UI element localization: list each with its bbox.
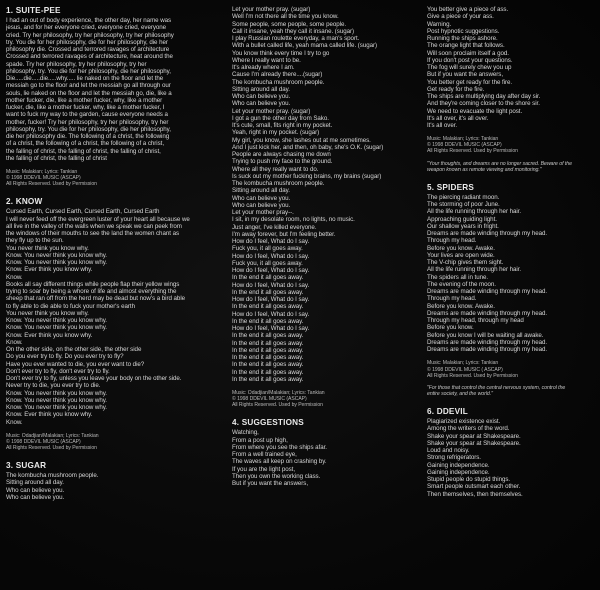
lyric-line: spade. Try her philosophy, try her philosophy, try her: [6, 60, 147, 68]
lyric-line: Yeah, right in my pocket. (sugar): [232, 129, 320, 137]
lyric-line: In the end it all goes away.: [232, 368, 304, 376]
lyric-line: The kombucha mushroom people.: [232, 78, 325, 86]
lyric-line: Then themselves, then themselves.: [427, 490, 523, 498]
song-title: 3. SUGAR: [6, 461, 47, 471]
lyric-line: Don't ever try to fly, don't ever try to fly.: [6, 367, 110, 375]
lyric-line: Know. You never think you know why.: [6, 259, 107, 267]
quote-line: "Your thoughts, and dreams are no longer sacred. Beware of the: [427, 160, 572, 167]
song-title: 2. KNOW: [6, 197, 43, 207]
lyric-line: How do I feel, What do I say.: [232, 267, 310, 274]
lyric-line: But if you want the answers,: [427, 71, 503, 79]
lyric-line: In the end it all goes away.: [232, 375, 304, 383]
lyric-line: Running the ships ashore.: [427, 35, 498, 42]
lyric-line: Then you own the working class.: [232, 472, 321, 480]
lyric-line: Know.: [6, 418, 23, 426]
lyric-line: From a well trained eye,: [232, 451, 297, 459]
lyric-line: jesus, and for her everyone cried, everyone cried, everyone: [6, 24, 167, 32]
song-block: [232, 418, 412, 487]
lyric-line: How do I feel, What do I say.: [232, 325, 310, 332]
lyric-line: In the end it all goes away.: [232, 332, 304, 340]
song-block: [6, 197, 226, 451]
lyric-line: Get ready for the fire.: [427, 85, 485, 93]
lyric-line: Dreams are made winding through my head.: [427, 338, 548, 346]
lyric-line: messiah go to the floor and let the messiah go all through our: [6, 82, 171, 90]
lyrics-text: [232, 429, 412, 487]
credit-line: All Rights Reserved. Used by Permission: [6, 444, 97, 451]
lyric-line: But if you want the answers,: [232, 480, 308, 488]
lyric-line: Your lives are open wide.: [427, 251, 495, 259]
lyric-line: Where all they really want to do.: [232, 165, 319, 173]
credit-line: All Rights Reserved. Used by Permission: [427, 372, 518, 379]
lyric-line: Know. Ever think you know why.: [6, 411, 93, 419]
lyrics-text: [6, 472, 226, 501]
credit-line: © 1998 DDEVIL MUSIC ( ASCAP): [427, 366, 503, 373]
lyric-line: Know. You never think you know why.: [6, 317, 107, 325]
lyric-line: philosophy, try. You die for her philosophy, die her philosophy,: [6, 125, 171, 133]
lyric-line: Sitting around all day.: [232, 187, 290, 195]
quote-line: entire society, and the world.": [427, 390, 493, 397]
lyric-line: You never think you know why.: [6, 309, 89, 317]
lyric-line: I had an out of body experience, the other day, her name was: [6, 17, 172, 24]
lyric-line: From where you see the ships afar.: [232, 443, 327, 451]
song-credit: [427, 136, 600, 154]
lyric-line: Dreams are made winding through my head.: [427, 230, 548, 238]
column-right: [427, 6, 600, 590]
song-block: [6, 6, 226, 187]
lyric-line: The waves all keep on crashing by.: [232, 458, 327, 466]
lyric-line: How do I feel, What do I say.: [232, 310, 310, 318]
lyric-line: Dreams are made winding through my head.: [427, 288, 548, 296]
lyric-line: Some people, some people, some people.: [232, 20, 347, 28]
lyric-line: You better give a piece of ass.: [427, 6, 509, 13]
lyric-line: Never try to die, you ever try to die.: [6, 382, 101, 390]
lyric-line: Before you know. Awake.: [427, 302, 495, 310]
credit-line: Music: Odadjian/Malakian; Lyrics: Tankian: [6, 432, 99, 439]
credit-line: Music: Odadjian/Malakian; Lyrics: Tankian: [232, 390, 325, 396]
lyric-line: Gaining independence.: [427, 468, 490, 476]
lyric-line: Who can believe you.: [232, 100, 291, 108]
credit-line: © 1998 DDEVIL MUSIC (ASCAP): [6, 175, 81, 182]
lyric-line: Fuck you, it all goes away.: [232, 245, 303, 253]
lyric-line: Let your mother pray--.: [232, 209, 294, 216]
lyric-line: In the end it all goes away.: [232, 346, 304, 354]
lyric-line: It's all over.: [427, 122, 458, 129]
lyric-line: In the end it all goes away.: [232, 339, 304, 347]
lyric-line: Let your mother pray. (sugar): [232, 107, 311, 115]
lyric-line: People are always chasing me down: [232, 151, 331, 158]
lyric-line: Let your mother pray. (sugar): [232, 6, 311, 13]
lyric-line: Before you know.: [427, 324, 474, 332]
lyric-line: Fuck you, it all goes away.: [232, 259, 303, 267]
song-block: [427, 407, 600, 498]
lyric-line: Know.: [6, 338, 23, 346]
lyric-line: Have you ever wanted to die, you ever want to die?: [6, 360, 145, 368]
lyric-line: Don't ever try to fly, unless you leave your body on the other side.: [6, 375, 182, 383]
lyric-line: they fly up to the sun.: [6, 237, 64, 245]
lyric-line: Loud and noisy.: [427, 447, 470, 455]
lyric-line: Who can believe you.: [232, 93, 291, 100]
lyric-line: Warning.: [427, 20, 452, 28]
lyric-line: Know. You never think you know why.: [6, 324, 107, 332]
lyric-line: Books all say different things while people flap their yellow wings: [6, 280, 180, 288]
lyric-line: Who can believe you.: [232, 201, 291, 209]
lyrics-text: [232, 6, 412, 383]
lyric-line: Smart people outsmart each other.: [427, 483, 521, 491]
lyric-line: Just anger, I've killed everyone.: [232, 223, 317, 231]
lyric-line: Know. You never think you know why.: [6, 404, 107, 412]
lyric-line: the windows of their mouths to see the land the women chant as: [6, 230, 180, 238]
lyric-line: the falling of christ, the falling of christ, the falling of christ,: [6, 147, 161, 155]
lyric-line: Crossed and terrored ravages of architecture, heat around the: [6, 53, 173, 61]
column-left: [6, 6, 226, 590]
credit-line: Music: Malakian; Lyrics: Tankian: [427, 360, 499, 367]
lyric-line: The storming of poor June.: [427, 201, 500, 209]
lyric-line: Sitting around all day.: [6, 479, 64, 487]
lyric-line: If you don't post your questions.: [427, 56, 513, 64]
lyric-line: Know.: [6, 273, 23, 281]
song-title: 6. DDEVIL: [427, 407, 468, 417]
lyric-line: If you are the light post,: [232, 465, 296, 473]
lyric-line: Through my head.: [427, 295, 477, 303]
lyric-line: mother fucker, die, like a mother fucker, why, like a mother: [6, 96, 163, 104]
song-quote: [427, 161, 600, 173]
lyric-line: Our shallow years in fright.: [427, 222, 499, 230]
lyric-line: Through my head, through my head: [427, 317, 524, 325]
lyrics-text: [6, 208, 226, 426]
lyric-line: souls, lie naked on the floor and let the messiah go, die, like a: [6, 89, 172, 97]
song-block: [427, 6, 600, 173]
lyric-line: From a post up high,: [232, 436, 288, 444]
lyric-line: The kombucha mushroom people.: [6, 472, 99, 480]
lyric-line: Know. Ever think you know why.: [6, 331, 93, 339]
lyric-line: Know. Ever think you know why.: [6, 266, 93, 274]
song-title: 5. SPIDERS: [427, 182, 475, 192]
lyric-line: How do I feel, What do I say.: [232, 252, 310, 260]
lyric-line: It's already where I am.: [232, 64, 295, 71]
song-title: 4. SUGGESTIONS: [232, 418, 304, 428]
quote-line: "For those that control the central nervous system, control the: [427, 384, 566, 391]
lyric-line: of a christ, the following of a christ, the following of a christ,: [6, 140, 164, 148]
lyric-line: I play Russian roulette everyday, a man's sport.: [232, 35, 360, 42]
lyric-line: How do I feel, What do I say.: [232, 238, 310, 245]
lyric-line: On the other side, on the other side, the other side: [6, 346, 142, 354]
credit-line: All Rights Reserved. Used by Permission: [232, 402, 323, 409]
lyric-line: I got a gun the other day from Sako.: [232, 114, 329, 122]
credit-line: © 1998 DDEVIL MUSIC (ASCAP): [6, 438, 81, 445]
lyric-line: Watching,: [232, 429, 259, 437]
song-credit: [427, 360, 600, 378]
lyric-line: Sitting around all day.: [232, 85, 290, 93]
credit-line: © 1998 DDEVIL MUSIC (ASCAP): [232, 396, 307, 403]
credit-line: All Rights Reserved. Used by Permission: [6, 181, 97, 188]
credit-line: Music: Malakian; Lyrics: Tankian: [6, 169, 78, 175]
lyric-line: How do I feel, What do I say.: [232, 296, 310, 303]
lyric-line: Who can believe you.: [232, 194, 291, 202]
lyric-line: The spiders all in tune.: [427, 273, 489, 281]
lyric-line: Know. You never think you know why.: [6, 389, 107, 397]
lyric-line: The piercing radiant moon.: [427, 193, 500, 201]
lyric-line: philosophy, try. You die for her philosophy, die her philosophy,: [6, 67, 171, 75]
credit-line: Music: Malakian; Lyrics: Tankian: [427, 136, 499, 143]
lyrics-text: [6, 17, 226, 162]
lyrics-text: [427, 6, 600, 129]
lyric-line: Before you know. Awake.: [427, 244, 495, 252]
lyric-line: In the end it all goes away.: [232, 361, 304, 369]
lyric-line: Well I'm not there all the time you know.: [232, 13, 339, 21]
lyric-line: Stupid people do stupid things.: [427, 476, 511, 484]
lyric-line: In the end it all goes away.: [232, 303, 304, 311]
lyric-line: Know. You never think you know why.: [6, 251, 107, 259]
lyric-line: Who can believe you.: [6, 493, 65, 501]
lyric-line: The fog will surely chew you up: [427, 64, 512, 71]
lyric-line: Call it insane, yeah they call it insane. (sugar): [232, 27, 355, 35]
lyric-line: all live in the valley of the walls when we speak we can peek from: [6, 222, 182, 230]
lyric-line: Who can believe you.: [6, 486, 65, 494]
lyric-line: philosophy die. Crossed and terrored ravages of architecture: [6, 46, 170, 53]
lyric-line: try. You die for her philosophy, die for her philosophy, die her: [6, 38, 168, 46]
lyric-line: sheep that ran off from the herd may be dead but now's a bird able: [6, 295, 186, 303]
lyric-line: trying to soar by being a whore of life and almost everything the: [6, 288, 177, 296]
lyric-line: Post hypnotic suggestions.: [427, 27, 500, 35]
lyric-line: I will never feed off the evergreen luster of your heart all because we: [6, 215, 190, 223]
lyric-line: All the life running through her hair.: [427, 208, 522, 216]
lyric-line: I'm away forever, but I'm feeling better.: [232, 230, 336, 238]
lyric-line: In the end it all goes away.: [232, 317, 304, 325]
lyric-line: Approaching guiding light.: [427, 215, 497, 223]
lyric-line: Among the writers of the word.: [427, 425, 510, 433]
lyric-line: Plagiarized existence exist.: [427, 418, 501, 426]
lyric-line: And I just kick her, and then, oh baby, she's O.K. (sugar): [232, 143, 384, 151]
song-credit: [232, 390, 412, 408]
lyric-line: Trying to push my face to the ground.: [232, 158, 333, 166]
lyric-line: mother, fucker! Try her philosophy, try her philosophy, try her: [6, 118, 169, 126]
credit-line: © 1998 DDEVIL MUSIC (ASCAP): [427, 142, 502, 149]
lyric-line: want to fuck my way to the garden, cause everyone needs a: [6, 111, 168, 119]
lyric-line: I sit, in my desolate room, no lights, no music.: [232, 216, 355, 224]
lyric-line: In the end it all goes away.: [232, 274, 304, 282]
column-middle: [232, 6, 412, 590]
lyric-line: cried. Try her philosophy, try her philosophy, try her philosophy: [6, 31, 174, 39]
lyrics-text: [427, 194, 600, 354]
credit-line: All Rights Reserved. Used by Permission: [427, 148, 518, 155]
lyric-line: The kombucha mushroom people.: [232, 180, 325, 187]
lyric-line: The evening of the moon.: [427, 280, 496, 288]
song-credit: [6, 433, 226, 451]
lyric-line: It's all over, it's all over.: [427, 114, 489, 122]
song-block: [6, 461, 226, 501]
lyric-line: Gaining independence.: [427, 461, 490, 469]
lyric-line: My girl, you know, she lashes out at me sometimes.: [232, 136, 371, 144]
song-quote: [427, 385, 600, 397]
lyric-line: Through my head.: [427, 237, 477, 245]
lyric-line: Know. You never think you know why.: [6, 396, 107, 404]
lyric-line: In the end it all goes away.: [232, 288, 304, 296]
lyric-line: Will soon proclaim itself a god.: [427, 49, 509, 57]
lyric-line: Cursed Earth, Cursed Earth, Cursed Earth, Cursed Earth: [6, 208, 160, 216]
lyric-line: You know think every time I try to go: [232, 49, 330, 57]
lyric-line: Cause I'm already there....(sugar): [232, 71, 323, 79]
song-title: 1. SUITE-PEE: [6, 6, 61, 15]
lyric-line: It's cute, small, fits right in my pocket.: [232, 122, 333, 129]
lyric-line: die her philosophy die. The following of a christ, the following: [6, 133, 170, 140]
quote-line: weapon known as remote viewing and monitoring.": [427, 166, 542, 173]
lyric-line: to fly able to die able to fuck your mother's earth: [6, 302, 135, 310]
lyric-line: Dreams are made winding through my head.: [427, 309, 548, 317]
lyric-line: Is suck out my mother fucking brains, my brains (sugar): [232, 172, 382, 180]
lyric-line: Shake your spear at Shakespeare.: [427, 439, 521, 447]
lyric-line: We need to evacuate the light post.: [427, 107, 523, 115]
lyric-line: Do you ever try to fly. Do you ever try to fly?: [6, 353, 124, 361]
lyric-line: The orange light that follows.: [427, 42, 505, 50]
lyric-line: How do I feel, What do I say.: [232, 281, 310, 289]
lyric-line: With a bullet called life, yeah mama called life. (sugar): [232, 42, 378, 50]
lyric-line: the falling of christ, the falling of christ: [6, 154, 107, 162]
lyric-line: Before you know I will be waiting all awake.: [427, 331, 544, 339]
song-credit: [6, 169, 226, 187]
lyric-line: Shake your spear at Shakespeare.: [427, 432, 521, 440]
lyric-line: fucker, die, like a mother fucker, why, like a mother fucker, I: [6, 104, 165, 111]
lyric-line: All the life running through her hair.: [427, 266, 522, 274]
song-block: [232, 6, 412, 408]
lyrics-text: [427, 418, 600, 498]
lyric-line: Dreams are made winding through my head.: [427, 346, 548, 354]
lyric-line: You better get ready for the fire.: [427, 78, 513, 86]
lyric-line: In the end it all goes away.: [232, 354, 304, 361]
lyric-line: Where I really want to be.: [232, 56, 301, 64]
lyric-line: The V-chip gives them sight.: [427, 259, 504, 267]
lyric-line: You never think you know why.: [6, 244, 89, 252]
song-block: [427, 183, 600, 397]
lyric-line: Die.....die.....die.....why..... lie naked on the floor and let the: [6, 75, 164, 82]
lyric-line: Give a piece of your ass.: [427, 13, 494, 21]
lyric-line: And they're coming closer to the shore sir.: [427, 100, 540, 108]
lyric-line: Strong refrigerators.: [427, 454, 481, 462]
lyric-line: The ships are multiplying day after day sir.: [427, 93, 541, 100]
